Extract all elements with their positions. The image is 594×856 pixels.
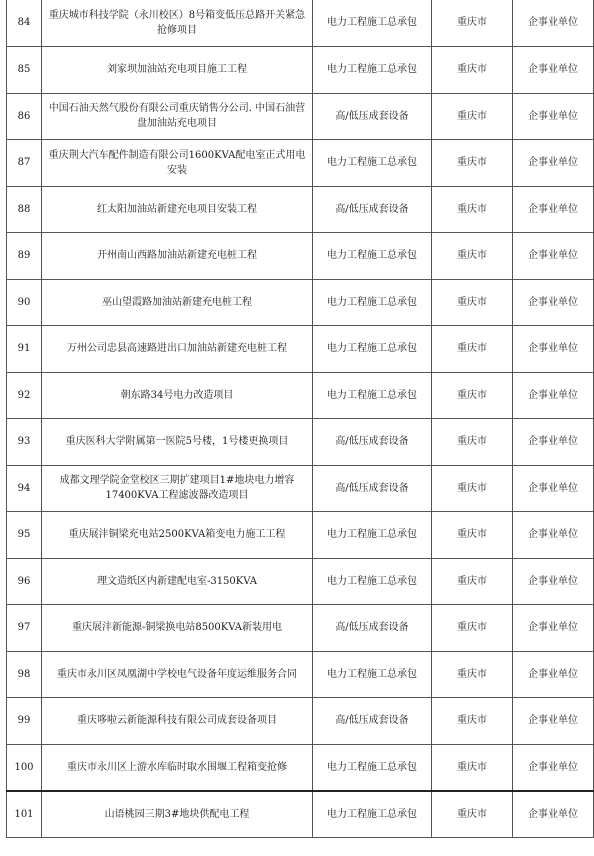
client-unit-type: 企事业单位: [513, 698, 594, 745]
qualification-category: 电力工程施工总承包: [313, 326, 432, 373]
table-row: [7, 791, 594, 838]
row-index: 88: [7, 186, 42, 233]
table-row: [7, 744, 594, 791]
project-name: 万州公司忠县高速路进出口加油站新建充电桩工程: [42, 326, 313, 373]
project-name: 重庆市永川区凤凰湖中学校电气设备年度运维服务合同: [42, 651, 313, 698]
table-row: [7, 651, 594, 698]
client-unit-type: 企事业单位: [513, 279, 594, 326]
project-name: 成都文理学院金堂校区三期扩建项目1#地块电力增容17400KVA工程滤波器改造项目: [42, 465, 313, 512]
qualification-category: 电力工程施工总承包: [313, 744, 432, 791]
row-index: 90: [7, 279, 42, 326]
qualification-category: 高/低压成套设备: [313, 93, 432, 140]
table-row: [7, 326, 594, 373]
row-index: 87: [7, 140, 42, 187]
project-name: 朝东路34号电力改造项目: [42, 372, 313, 419]
row-index: 85: [7, 47, 42, 94]
project-region: 重庆市: [432, 0, 513, 47]
client-unit-type: 企事业单位: [513, 558, 594, 605]
table-row: [7, 186, 594, 233]
qualification-category: 高/低压成套设备: [313, 605, 432, 652]
row-index: 91: [7, 326, 42, 373]
project-region: 重庆市: [432, 744, 513, 791]
qualification-category: 电力工程施工总承包: [313, 0, 432, 47]
table-row: [7, 47, 594, 94]
qualification-category: 高/低压成套设备: [313, 419, 432, 466]
project-region: 重庆市: [432, 186, 513, 233]
project-region: 重庆市: [432, 233, 513, 280]
project-region: 重庆市: [432, 326, 513, 373]
row-index: 100: [7, 744, 42, 791]
row-index: 89: [7, 233, 42, 280]
project-region: 重庆市: [432, 512, 513, 559]
row-index: 98: [7, 651, 42, 698]
project-name: 刘家坝加油站充电项目施工工程: [42, 47, 313, 94]
project-name: 开州南山西路加油站新建充电桩工程: [42, 233, 313, 280]
client-unit-type: 企事业单位: [513, 372, 594, 419]
table-row: [7, 0, 594, 47]
project-region: 重庆市: [432, 558, 513, 605]
qualification-category: 电力工程施工总承包: [313, 47, 432, 94]
project-table-body: [7, 0, 594, 837]
row-index: 92: [7, 372, 42, 419]
row-index: 93: [7, 419, 42, 466]
client-unit-type: 企事业单位: [513, 651, 594, 698]
project-name: 重庆展沣新能源-铜梁换电站8500KVA新装用电: [42, 605, 313, 652]
qualification-category: 高/低压成套设备: [313, 465, 432, 512]
client-unit-type: 企事业单位: [513, 419, 594, 466]
table-row: [7, 140, 594, 187]
client-unit-type: 企事业单位: [513, 233, 594, 280]
qualification-category: 高/低压成套设备: [313, 698, 432, 745]
qualification-category: 电力工程施工总承包: [313, 372, 432, 419]
project-region: 重庆市: [432, 419, 513, 466]
client-unit-type: 企事业单位: [513, 186, 594, 233]
project-name: 理文造纸区内新建配电室-3150KVA: [42, 558, 313, 605]
project-name: 重庆荆大汽车配件制造有限公司1600KVA配电室正式用电安装: [42, 140, 313, 187]
row-index: 95: [7, 512, 42, 559]
qualification-category: 电力工程施工总承包: [313, 651, 432, 698]
qualification-category: 电力工程施工总承包: [313, 279, 432, 326]
client-unit-type: 企事业单位: [513, 93, 594, 140]
table-row: [7, 698, 594, 745]
client-unit-type: 企事业单位: [513, 0, 594, 47]
row-index: 84: [7, 0, 42, 47]
row-index: 86: [7, 93, 42, 140]
table-row: [7, 605, 594, 652]
project-region: 重庆市: [432, 605, 513, 652]
client-unit-type: 企事业单位: [513, 47, 594, 94]
client-unit-type: 企事业单位: [513, 512, 594, 559]
client-unit-type: 企事业单位: [513, 326, 594, 373]
table-row: [7, 419, 594, 466]
project-region: 重庆市: [432, 465, 513, 512]
client-unit-type: 企事业单位: [513, 140, 594, 187]
client-unit-type: 企事业单位: [513, 605, 594, 652]
project-region: 重庆市: [432, 372, 513, 419]
project-region: 重庆市: [432, 140, 513, 187]
table-row: [7, 558, 594, 605]
project-name: 重庆医科大学附属第一医院5号楼，1号楼更换项目: [42, 419, 313, 466]
project-table: [6, 0, 594, 838]
table-row: [7, 465, 594, 512]
project-region: 重庆市: [432, 698, 513, 745]
qualification-category: 电力工程施工总承包: [313, 233, 432, 280]
client-unit-type: 企事业单位: [513, 465, 594, 512]
qualification-category: 电力工程施工总承包: [313, 791, 432, 838]
project-name: 重庆市永川区上游水库临时取水围堰工程箱变抢修: [42, 744, 313, 791]
row-index: 99: [7, 698, 42, 745]
row-index: 96: [7, 558, 42, 605]
client-unit-type: 企事业单位: [513, 791, 594, 838]
qualification-category: 电力工程施工总承包: [313, 512, 432, 559]
table-row: [7, 512, 594, 559]
project-name: 重庆展沣铜梁充电站2500KVA箱变电力施工工程: [42, 512, 313, 559]
project-region: 重庆市: [432, 279, 513, 326]
project-name: 重庆哆啦云新能源科技有限公司成套设备项目: [42, 698, 313, 745]
table-row: [7, 233, 594, 280]
project-name: 山语桃园三期3#地块供配电工程: [42, 791, 313, 838]
qualification-category: 高/低压成套设备: [313, 186, 432, 233]
client-unit-type: 企事业单位: [513, 744, 594, 791]
qualification-category: 电力工程施工总承包: [313, 558, 432, 605]
project-name: 红太阳加油站新建充电项目安装工程: [42, 186, 313, 233]
row-index: 94: [7, 465, 42, 512]
table-row: [7, 93, 594, 140]
row-index: 101: [7, 791, 42, 838]
project-region: 重庆市: [432, 791, 513, 838]
qualification-category: 电力工程施工总承包: [313, 140, 432, 187]
project-name: 重庆城市科技学院（永川校区）8号箱变低压总路开关紧急抢修项目: [42, 0, 313, 47]
project-name: 中国石油天然气股份有限公司重庆销售分公司. 中国石油营盘加油站充电项目: [42, 93, 313, 140]
table-row: [7, 279, 594, 326]
project-name: 巫山望霞路加油站新建充电桩工程: [42, 279, 313, 326]
row-index: 97: [7, 605, 42, 652]
project-region: 重庆市: [432, 651, 513, 698]
project-region: 重庆市: [432, 47, 513, 94]
project-region: 重庆市: [432, 93, 513, 140]
table-row: [7, 372, 594, 419]
